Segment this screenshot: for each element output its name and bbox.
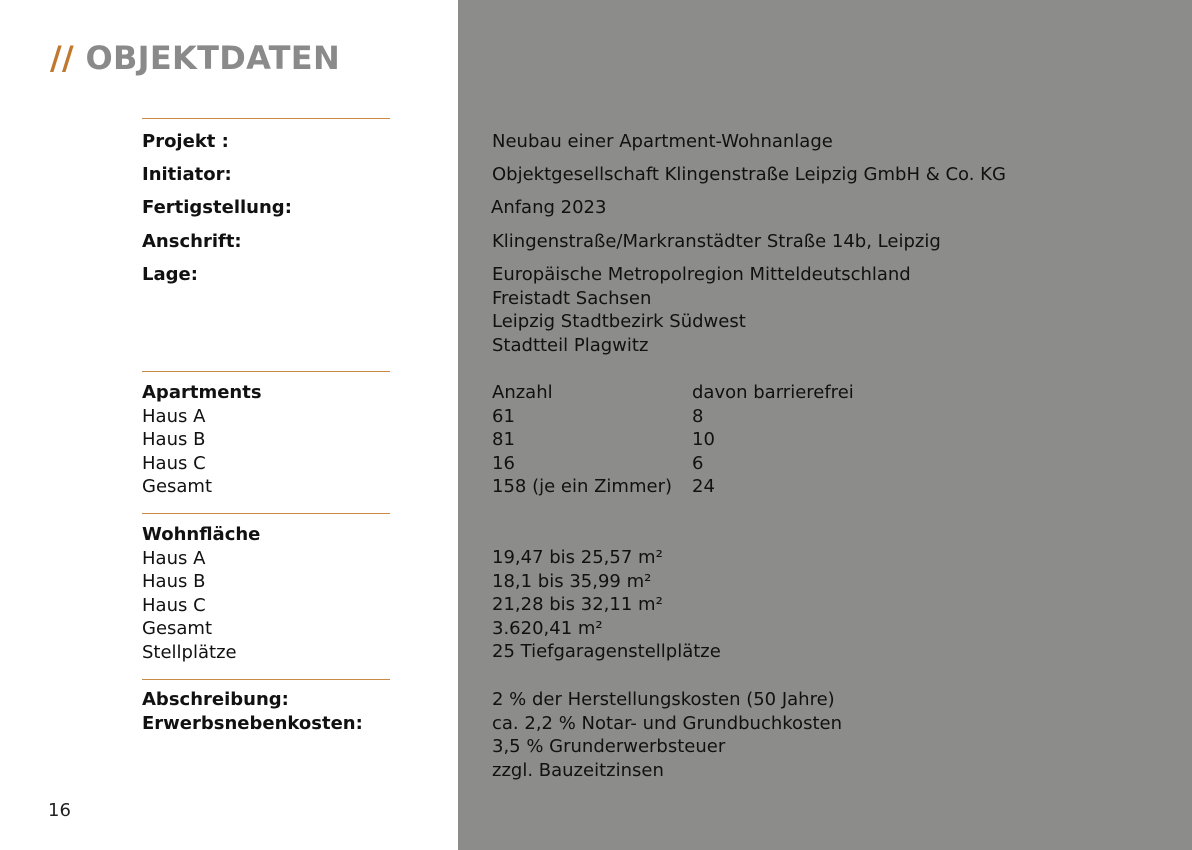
label-fertigstellung: Fertigstellung:: [142, 197, 292, 218]
wohnflaeche-labels: [142, 523, 260, 664]
kosten-labels: [142, 688, 363, 735]
value-initiator: Objektgesellschaft Klingenstraße Leipzig GmbH & Co. KG: [492, 164, 1006, 185]
apartments-row-label: Gesamt: [142, 476, 213, 497]
lage-line: Europäische Metropolregion Mitteldeutschland: [492, 264, 911, 285]
apartments-barrierefrei-column: [692, 381, 854, 499]
apartments-row-label: Haus B: [142, 429, 206, 450]
kosten-values: [492, 688, 842, 782]
erwerbsnebenkosten-line: 3,5 % Grunderwerbsteuer: [492, 736, 726, 757]
apartments-anzahl: 81: [492, 429, 515, 450]
wohnflaeche-row-label: Gesamt: [142, 618, 213, 639]
wohnflaeche-value: 18,1 bis 35,99 m²: [492, 570, 652, 592]
wohnflaeche-value: 25 Tiefgaragenstellplätze: [492, 641, 721, 662]
label-anschrift: Anschrift:: [142, 231, 242, 252]
divider-general: [142, 118, 390, 119]
value-abschreibung: 2 % der Herstellungskosten (50 Jahre): [492, 689, 835, 710]
wohnflaeche-row-label: Haus C: [142, 594, 206, 616]
divider-wohnflaeche: [142, 513, 390, 514]
lage-line: Stadtteil Plagwitz: [492, 334, 649, 356]
wohnflaeche-value: 3.620,41 m²: [492, 617, 603, 639]
label-projekt: Projekt :: [142, 131, 229, 152]
value-anschrift: Klingenstraße/Markranstädter Straße 14b, Leipzig: [492, 231, 941, 252]
apartments-barrierefrei: 10: [692, 429, 715, 450]
wohnflaeche-value: 21,28 bis 32,11 m²: [492, 594, 663, 615]
label-erwerbsnebenkosten: Erwerbsnebenkosten:: [142, 712, 363, 734]
lage-line: Freistadt Sachsen: [492, 287, 652, 309]
value-lage: [492, 263, 911, 357]
wohnflaeche-values: [492, 546, 721, 664]
column-header-anzahl: Anzahl: [492, 382, 553, 403]
label-lage: Lage:: [142, 264, 198, 285]
lage-line: Leipzig Stadtbezirk Südwest: [492, 311, 746, 332]
apartments-anzahl: 16: [492, 452, 515, 474]
apartments-row-label: Haus A: [142, 405, 206, 427]
label-abschreibung: Abschreibung:: [142, 689, 289, 710]
apartments-labels: [142, 381, 262, 499]
label-initiator: Initiator:: [142, 164, 232, 185]
apartments-barrierefrei: 6: [692, 452, 704, 474]
apartments-barrierefrei: 8: [692, 405, 704, 427]
divider-apartments: [142, 371, 390, 372]
erwerbsnebenkosten-line: ca. 2,2 % Notar- und Grundbuchkosten: [492, 712, 842, 734]
page-title: [50, 39, 341, 77]
wohnflaeche-row-label: Haus B: [142, 571, 206, 592]
apartments-row-label: Haus C: [142, 452, 206, 474]
wohnflaeche-row-label: Stellplätze: [142, 641, 237, 663]
apartments-heading: Apartments: [142, 382, 262, 403]
apartments-anzahl-column: [492, 381, 672, 499]
wohnflaeche-value: 19,47 bis 25,57 m²: [492, 547, 663, 568]
erwerbsnebenkosten-line: zzgl. Bauzeitzinsen: [492, 759, 664, 781]
title-slashes: //: [50, 39, 74, 77]
value-fertigstellung: Anfang 2023: [491, 197, 607, 218]
apartments-barrierefrei: 24: [692, 476, 715, 497]
apartments-anzahl: 61: [492, 405, 515, 427]
title-text: OBJEKTDATEN: [85, 39, 341, 77]
page-number: 16: [48, 800, 71, 821]
divider-kosten: [142, 679, 390, 680]
wohnflaeche-heading: Wohnfläche: [142, 524, 261, 545]
apartments-anzahl: 158 (je ein Zimmer): [492, 476, 672, 497]
wohnflaeche-row-label: Haus A: [142, 547, 206, 569]
column-header-barrierefrei: davon barrierefrei: [692, 382, 854, 403]
value-projekt: Neubau einer Apartment-Wohnanlage: [492, 131, 833, 152]
